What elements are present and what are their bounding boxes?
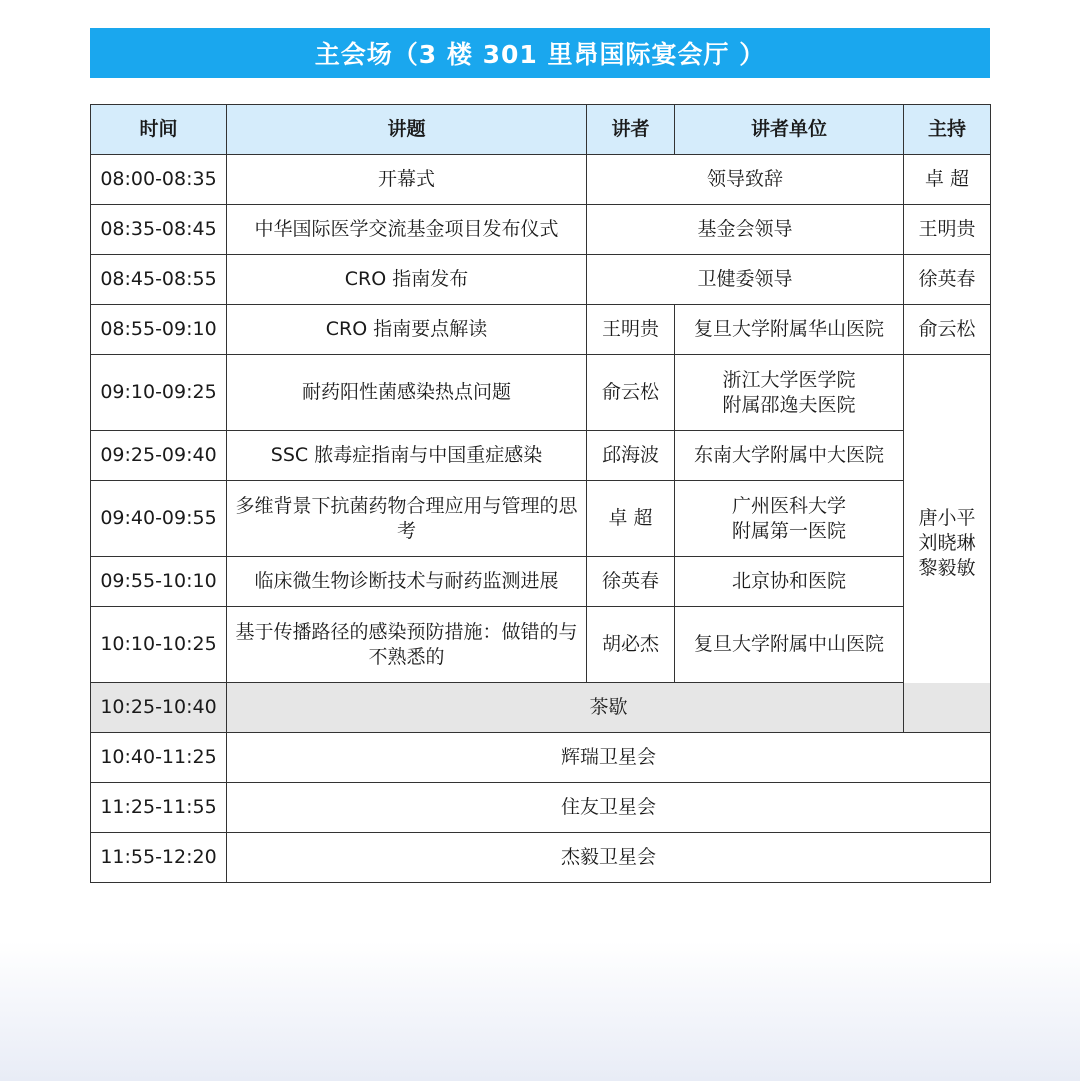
time-cell: 11:25-11:55 — [91, 783, 227, 833]
topic-cell: 中华国际医学交流基金项目发布仪式 — [227, 205, 587, 255]
speaker-cell: 卓 超 — [587, 481, 675, 557]
session-merged-cell: 茶歇 — [227, 683, 991, 733]
table-row — [91, 833, 991, 883]
time-cell: 09:55-10:10 — [91, 557, 227, 607]
table-row — [91, 205, 991, 255]
time-cell: 11:55-12:20 — [91, 833, 227, 883]
header-row — [91, 105, 991, 155]
table-row — [91, 783, 991, 833]
affiliation-cell: 北京协和医院 — [675, 557, 904, 607]
session-merged-cell: 住友卫星会 — [227, 783, 991, 833]
table-row — [91, 607, 991, 683]
affiliation-cell — [675, 355, 904, 431]
host-name: 黎毅敏 — [918, 557, 976, 579]
affiliation-line: 广州医科大学 — [731, 494, 846, 517]
topic-cell: SSC 脓毒症指南与中国重症感染 — [227, 431, 587, 481]
background-fade — [0, 941, 1080, 1081]
table-row — [91, 557, 991, 607]
header-host: 主持 — [904, 105, 991, 155]
table-row — [91, 355, 991, 431]
speaker-cell: 徐英春 — [587, 557, 675, 607]
agenda-table — [90, 104, 991, 883]
time-cell: 08:35-08:45 — [91, 205, 227, 255]
affiliation-line: 浙江大学医学院 — [722, 368, 856, 391]
topic-cell: 耐药阳性菌感染热点问题 — [227, 355, 587, 431]
affiliation-cell: 复旦大学附属华山医院 — [675, 305, 904, 355]
topic-cell: CRO 指南发布 — [227, 255, 587, 305]
speaker-cell: 王明贵 — [587, 305, 675, 355]
session-merged-cell: 杰毅卫星会 — [227, 833, 991, 883]
host-cell: 王明贵 — [904, 205, 991, 255]
table-row — [91, 155, 991, 205]
shared-host-cell — [904, 355, 991, 733]
topic-cell: 多维背景下抗菌药物合理应用与管理的思考 — [227, 481, 587, 557]
time-cell: 10:25-10:40 — [91, 683, 227, 733]
table-row — [91, 431, 991, 481]
topic-cell: 基于传播路径的感染预防措施：做错的与不熟悉的 — [227, 607, 587, 683]
affiliation-line: 附属第一医院 — [731, 519, 846, 542]
host-cell: 徐英春 — [904, 255, 991, 305]
time-cell: 09:40-09:55 — [91, 481, 227, 557]
affiliation-cell: 东南大学附属中大医院 — [675, 431, 904, 481]
affiliation-cell: 复旦大学附属中山医院 — [675, 607, 904, 683]
speaker-cell: 俞云松 — [587, 355, 675, 431]
speaker-cell: 邱海波 — [587, 431, 675, 481]
time-cell: 08:55-09:10 — [91, 305, 227, 355]
affiliation-line: 附属邵逸夫医院 — [722, 393, 856, 416]
affiliation-cell — [675, 481, 904, 557]
host-cell: 俞云松 — [904, 305, 991, 355]
header-affiliation: 讲者单位 — [675, 105, 904, 155]
time-cell: 09:10-09:25 — [91, 355, 227, 431]
host-name: 唐小平 — [918, 507, 976, 529]
table-row — [91, 255, 991, 305]
speaker-merged-cell: 领导致辞 — [587, 155, 904, 205]
topic-cell: CRO 指南要点解读 — [227, 305, 587, 355]
topic-cell: 临床微生物诊断技术与耐药监测进展 — [227, 557, 587, 607]
time-cell: 10:10-10:25 — [91, 607, 227, 683]
time-cell: 08:45-08:55 — [91, 255, 227, 305]
header-time: 时间 — [91, 105, 227, 155]
table-row — [91, 733, 991, 783]
table-row — [91, 481, 991, 557]
table-row — [91, 305, 991, 355]
time-cell: 10:40-11:25 — [91, 733, 227, 783]
table-row-break — [91, 683, 991, 733]
session-merged-cell: 辉瑞卫星会 — [227, 733, 991, 783]
header-speaker: 讲者 — [587, 105, 675, 155]
time-cell: 08:00-08:35 — [91, 155, 227, 205]
hall-title-banner: 主会场（3 楼 301 里昂国际宴会厅 ） — [90, 28, 990, 78]
time-cell: 09:25-09:40 — [91, 431, 227, 481]
header-topic: 讲题 — [227, 105, 587, 155]
host-cell: 卓 超 — [904, 155, 991, 205]
speaker-merged-cell: 卫健委领导 — [587, 255, 904, 305]
host-name: 刘晓琳 — [918, 532, 976, 554]
topic-cell: 开幕式 — [227, 155, 587, 205]
speaker-merged-cell: 基金会领导 — [587, 205, 904, 255]
speaker-cell: 胡必杰 — [587, 607, 675, 683]
